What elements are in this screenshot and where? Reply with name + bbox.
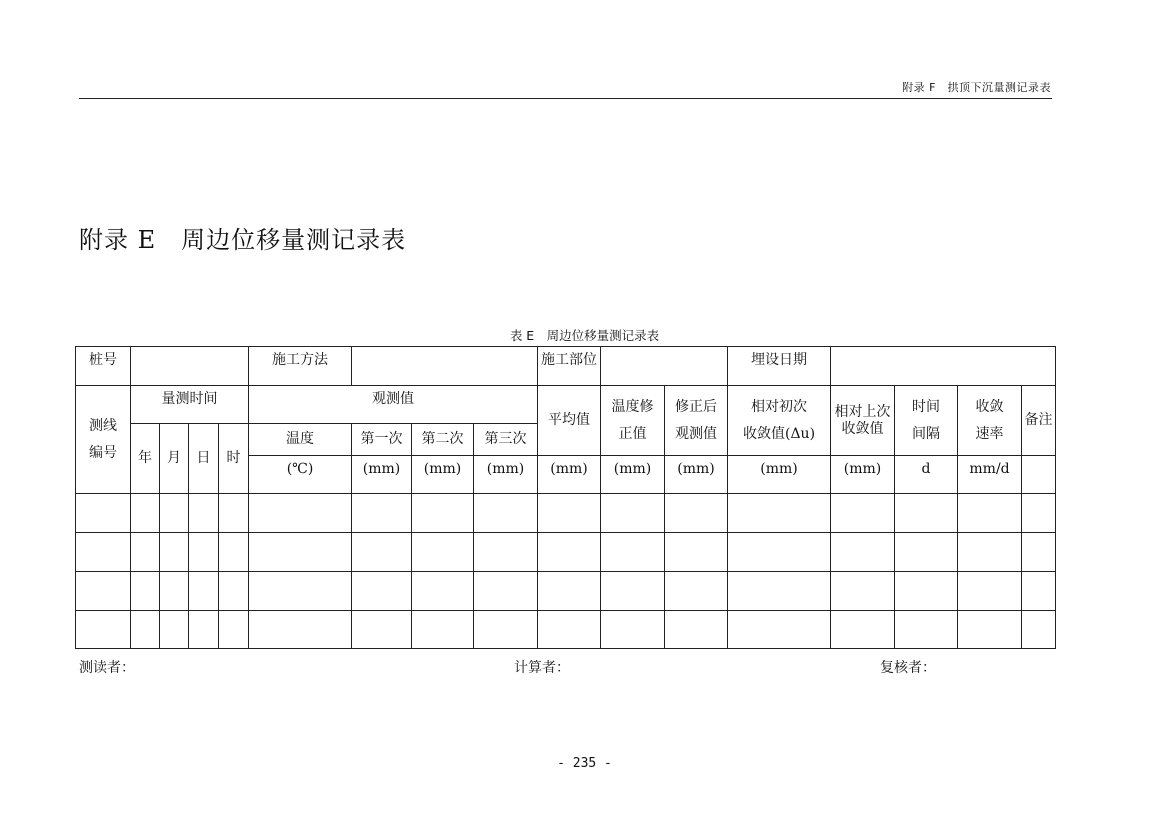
interval-line2: 间隔	[912, 425, 941, 442]
rate-unit: mm/d	[958, 456, 1022, 494]
rel-initial-header	[728, 386, 831, 456]
first-header: 第一次	[352, 424, 412, 456]
temperature-header: 温度	[249, 424, 352, 456]
corrected-unit: (mm)	[665, 456, 728, 494]
construction-part-label: 施工部位	[538, 347, 601, 386]
remarks-header: 备注	[1022, 386, 1056, 456]
line-no-header-line1: 测线	[89, 417, 117, 434]
construction-part-value-cell	[601, 347, 728, 386]
interval-line1: 时间	[912, 398, 941, 415]
record-table	[75, 346, 1056, 649]
first-unit: (mm)	[352, 456, 412, 494]
calculator-label: 计算者：	[514, 660, 570, 676]
rel-initial-line2: 收敛值(Δu)	[742, 425, 816, 442]
burial-date-value-cell	[831, 347, 1056, 386]
info-row	[76, 347, 1056, 386]
corrected-header	[665, 386, 728, 456]
pile-no-value-cell	[131, 347, 249, 386]
third-header: 第三次	[474, 424, 538, 456]
rel-prev-line1: 相对上次	[834, 404, 891, 421]
interval-unit: d	[895, 456, 958, 494]
data-row	[76, 572, 1056, 611]
rel-prev-line2: 收敛值	[841, 421, 884, 438]
rel-prev-unit: (mm)	[831, 456, 895, 494]
header-row-1	[76, 386, 1056, 424]
rel-prev-header	[831, 386, 895, 456]
second-header: 第二次	[412, 424, 474, 456]
rate-line1: 收敛	[975, 398, 1004, 415]
day-header: 日	[189, 424, 219, 494]
rate-header	[958, 386, 1022, 456]
corrected-line1: 修正后	[675, 398, 718, 415]
temp-correction-header	[601, 386, 665, 456]
page-number: - 235 -	[557, 756, 612, 771]
data-row	[76, 494, 1056, 533]
rate-line2: 速率	[975, 425, 1004, 442]
burial-date-label: 埋设日期	[728, 347, 831, 386]
pile-no-label: 桩号	[76, 347, 131, 386]
hour-header: 时	[219, 424, 249, 494]
line-no-header	[76, 386, 131, 494]
table-caption: 表 E 周边位移量测记录表	[509, 328, 660, 343]
year-header: 年	[131, 424, 160, 494]
line-no-header-line2: 编号	[89, 444, 117, 461]
measure-time-header: 量测时间	[131, 386, 249, 424]
appendix-title: 附录 E 周边位移量测记录表	[79, 226, 407, 254]
interval-header	[895, 386, 958, 456]
rel-initial-line1: 相对初次	[751, 398, 808, 415]
temp-correction-line1: 温度修	[611, 398, 654, 415]
reader-label: 测读者：	[79, 660, 135, 676]
data-row	[76, 533, 1056, 572]
construction-method-label: 施工方法	[249, 347, 352, 386]
second-unit: (mm)	[412, 456, 474, 494]
average-header: 平均值	[538, 386, 601, 456]
running-header: 附录 F 拱顶下沉量测记录表	[902, 81, 1051, 94]
month-header: 月	[160, 424, 189, 494]
rel-initial-unit: (mm)	[728, 456, 831, 494]
header-rule	[79, 98, 1052, 99]
reviewer-label: 复核者：	[880, 660, 936, 676]
observed-value-header: 观测值	[249, 386, 538, 424]
temperature-unit: (℃)	[249, 456, 352, 494]
data-row	[76, 611, 1056, 649]
temp-correction-line2: 正值	[618, 425, 647, 442]
temp-correction-unit: (mm)	[601, 456, 665, 494]
corrected-line2: 观测值	[675, 425, 718, 442]
construction-method-value-cell	[352, 347, 538, 386]
third-unit: (mm)	[474, 456, 538, 494]
remarks-unit-cell	[1022, 456, 1056, 494]
average-unit: (mm)	[538, 456, 601, 494]
